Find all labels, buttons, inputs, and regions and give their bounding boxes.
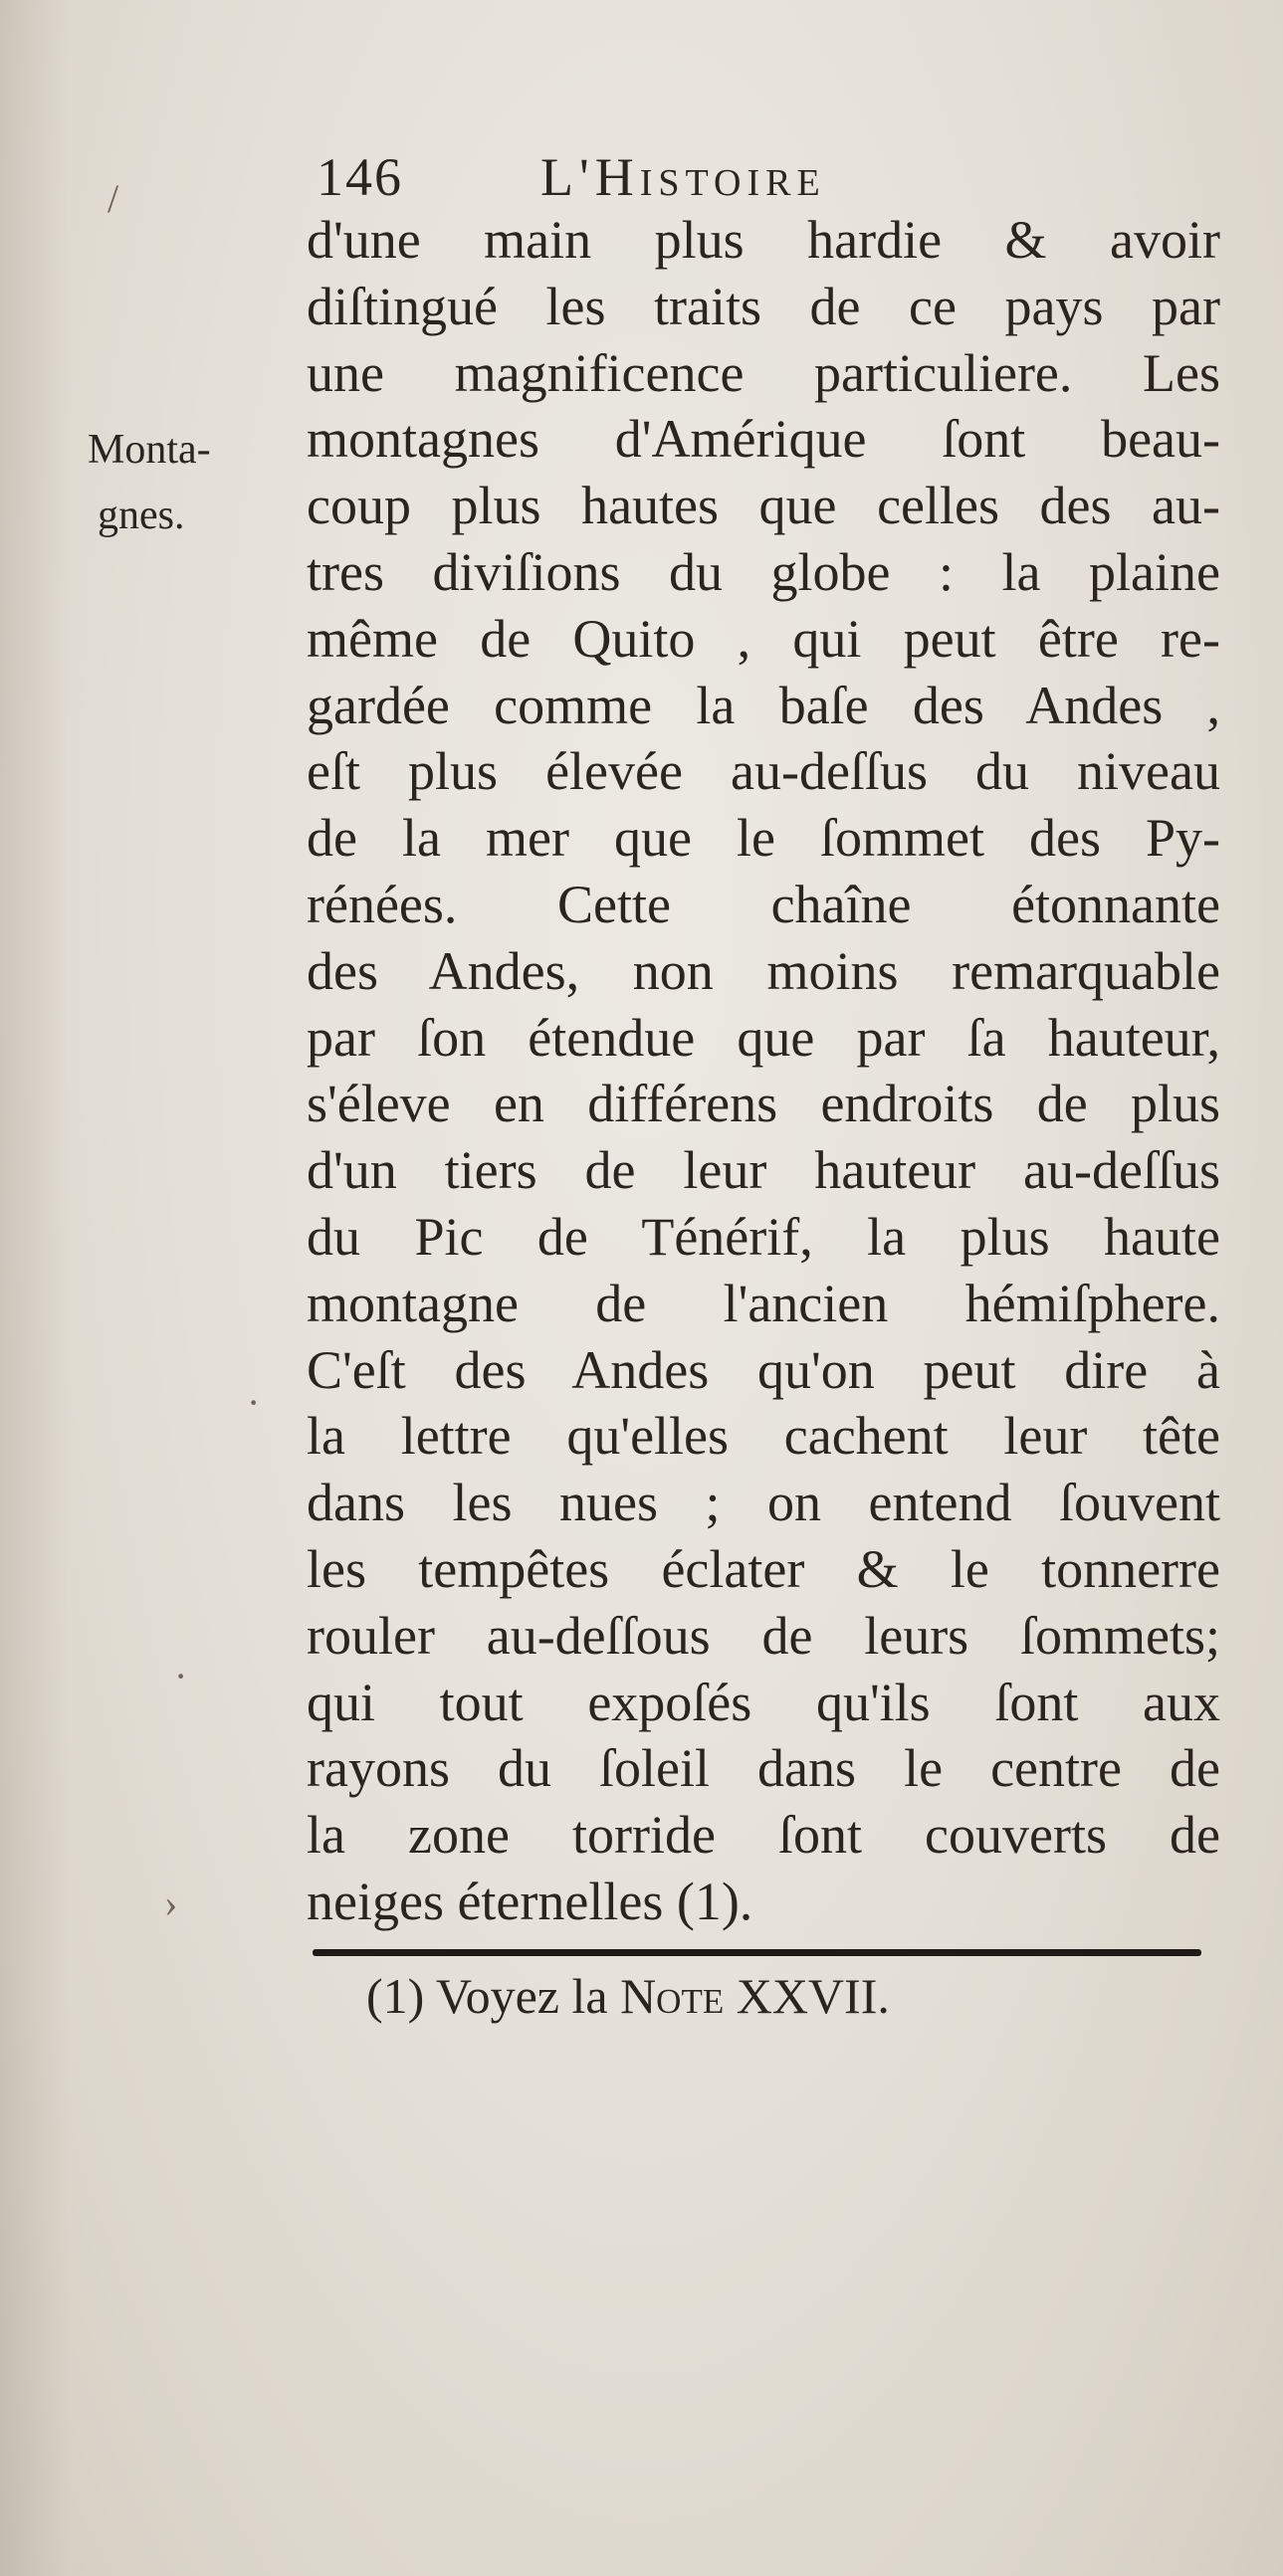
- footnote-text: Voyez la: [435, 1968, 608, 2024]
- text-line: par ſon étendue que par ſa hauteur,: [307, 1007, 1220, 1068]
- text-line: coup plus hautes que celles des au-: [307, 476, 1220, 536]
- text-line: rouler au-deſſous de leurs ſommets;: [307, 1605, 1220, 1666]
- page-number: 146: [317, 147, 403, 207]
- text-line: s'éleve en différens endroits de plus: [307, 1074, 1220, 1134]
- text-line: une magnificence particuliere. Les: [307, 342, 1220, 403]
- text-line: C'eſt des Andes qu'on peut dire à: [307, 1339, 1220, 1400]
- text-line: dans les nues ; on entend ſouvent: [307, 1473, 1220, 1533]
- footnote-note-word: Note: [620, 1968, 725, 2024]
- page-header: [317, 137, 1212, 217]
- text-line: d'un tiers de leur hauteur au-deſſus: [307, 1140, 1220, 1201]
- page-gutter-shadow: [0, 0, 70, 2576]
- footnote-marker: (1): [366, 1968, 425, 2024]
- text-line: les tempêtes éclater & le tonnerre: [307, 1538, 1220, 1599]
- text-line: la lettre qu'elles cachent leur tête: [307, 1406, 1220, 1467]
- text-line: gardée comme la baſe des Andes ,: [307, 675, 1220, 735]
- text-line: de la mer que le ſommet des Py-: [307, 808, 1220, 869]
- text-line: même de Quito , qui peut être re-: [307, 608, 1220, 669]
- text-line: la zone torride ſont couverts de: [307, 1805, 1220, 1866]
- text-line: montagnes d'Amérique ſont beau-: [307, 409, 1220, 470]
- ink-speck-mark: ·: [247, 1380, 261, 1425]
- text-line: qui tout expoſés qu'ils ſont aux: [307, 1672, 1220, 1732]
- ink-speck-mark: ›: [164, 1881, 178, 1925]
- body-text: [307, 207, 1220, 1935]
- running-title: L'Histoire: [540, 147, 826, 207]
- margin-note: [88, 417, 287, 548]
- text-line: diſtingué les traits de ce pays par: [307, 276, 1220, 336]
- text-line: neiges éternelles (1).: [307, 1871, 753, 1931]
- text-line: eſt plus élevée au-deſſus du niveau: [307, 741, 1220, 802]
- text-line: tres diviſions du globe : la plaine: [307, 541, 1220, 602]
- footnote: [366, 1962, 890, 2030]
- footnote-rule: [313, 1949, 1201, 1956]
- text-line: montagne de l'ancien hémiſphere.: [307, 1273, 1220, 1333]
- text-line: rayons du ſoleil dans le centre de: [307, 1738, 1220, 1799]
- margin-note-line-2: gnes.: [98, 493, 185, 538]
- footnote-roman-numeral: XXVII.: [736, 1968, 890, 2024]
- ink-speck-mark: /: [107, 176, 119, 221]
- text-line: d'une main plus hardie & avoir: [307, 210, 1220, 270]
- text-line: du Pic de Ténérif, la plus haute: [307, 1206, 1220, 1267]
- text-line: rénées. Cette chaîne étonnante: [307, 874, 1220, 934]
- margin-note-line-1: Monta-: [88, 427, 211, 473]
- ink-speck-mark: ·: [174, 1654, 188, 1698]
- text-line: des Andes, non moins remarquable: [307, 940, 1220, 1001]
